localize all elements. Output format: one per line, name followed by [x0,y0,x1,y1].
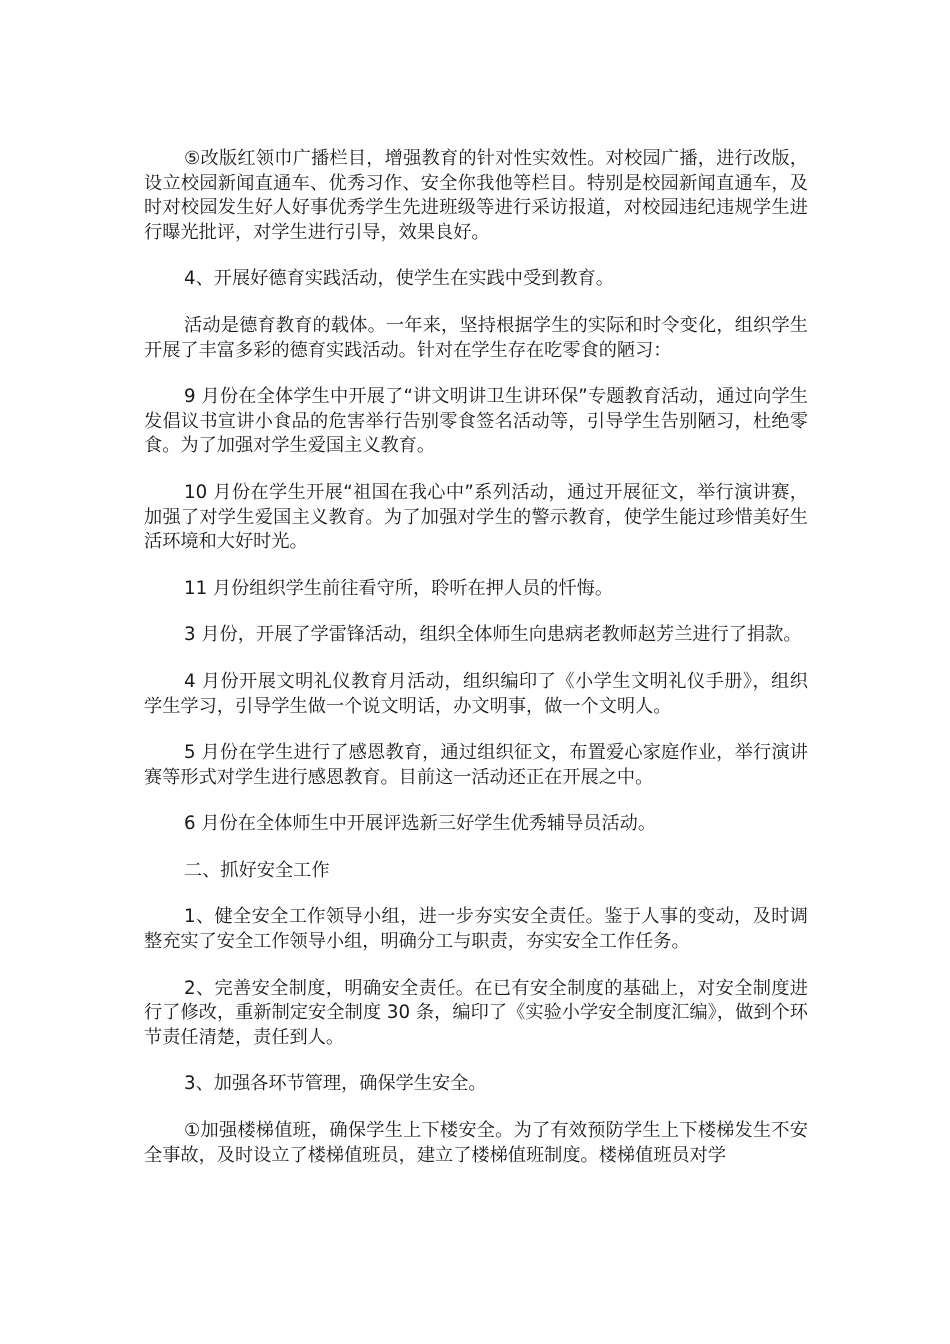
paragraph: 10 月份在学生开展“祖国在我心中”系列活动，通过开展征文，举行演讲赛，加强了对学生爱国主义教育。为了加强对学生的警示教育，使学生能过珍惜美好生活环境和大好时光。 [144,481,808,553]
paragraph: 6 月份在全体师生中开展评选新三好学生优秀辅导员活动。 [184,813,657,835]
paragraph: ①加强楼梯值班，确保学生上下楼安全。为了有效预防学生上下楼梯发生不安全事故，及时设立了楼梯值班员，建立了楼梯值班制度。楼梯值班员对学 [144,1120,808,1166]
paragraph: 1、健全安全工作领导小组，进一步夯实安全责任。鉴于人事的变动，及时调整充实了安全工作领导小组，明确分工与职责，夯实安全工作任务。 [144,906,808,953]
paragraph: 活动是德育教育的载体。一年来，坚持根据学生的实际和时令变化，组织学生开展了丰富多彩的德育实践活动。针对在学生存在吃零食的陋习： [144,314,808,361]
paragraph: 3、加强各环节管理，确保学生安全。 [184,1073,487,1095]
section-heading: 二、抓好安全工作 [184,859,330,881]
document-body [144,147,808,1190]
paragraph: 3 月份，开展了学雷锋活动，组织全体师生向患病老教师赵芳兰进行了捐款。 [184,624,802,646]
paragraph: 9 月份在全体学生中开展了“讲文明讲卫生讲环保”专题教育活动，通过向学生发倡议书宣讲小食品的危害举行告别零食签名活动等，引导学生告别陋习，杜绝零食。为了加强对学生爱国主义教育。 [144,386,808,457]
paragraph: 2、完善安全制度，明确安全责任。在已有安全制度的基础上，对安全制度进行了修改，重新制定安全制度 30 条，编印了《实验小学安全制度汇编》，做到个环节责任清楚，责任到人。 [144,977,808,1048]
paragraph: 4 月份开展文明礼仪教育月活动，组织编印了《小学生文明礼仪手册》，组织学生学习，引导学生做一个说文明话，办文明事，做一个文明人。 [144,670,808,717]
paragraph: 4、开展好德育实践活动，使学生在实践中受到教育。 [184,268,614,290]
paragraph: 5 月份在学生进行了感恩教育，通过组织征文，布置爱心家庭作业，举行演讲赛等形式对学生进行感恩教育。目前这一活动还正在开展之中。 [144,742,808,788]
paragraph: ⑤改版红领巾广播栏目，增强教育的针对性实效性。对校园广播，进行改版，设立校园新闻直通车、优秀习作、安全你我他等栏目。特别是校园新闻直通车，及时对校园发生好人好事优秀学生先进班级等进行采访报道，对校园违纪违规学生进行曝光批评，对学生进行引导，效果良好。 [144,148,808,243]
paragraph: 11 月份组织学生前往看守所，聆听在押人员的忏悔。 [184,577,614,599]
